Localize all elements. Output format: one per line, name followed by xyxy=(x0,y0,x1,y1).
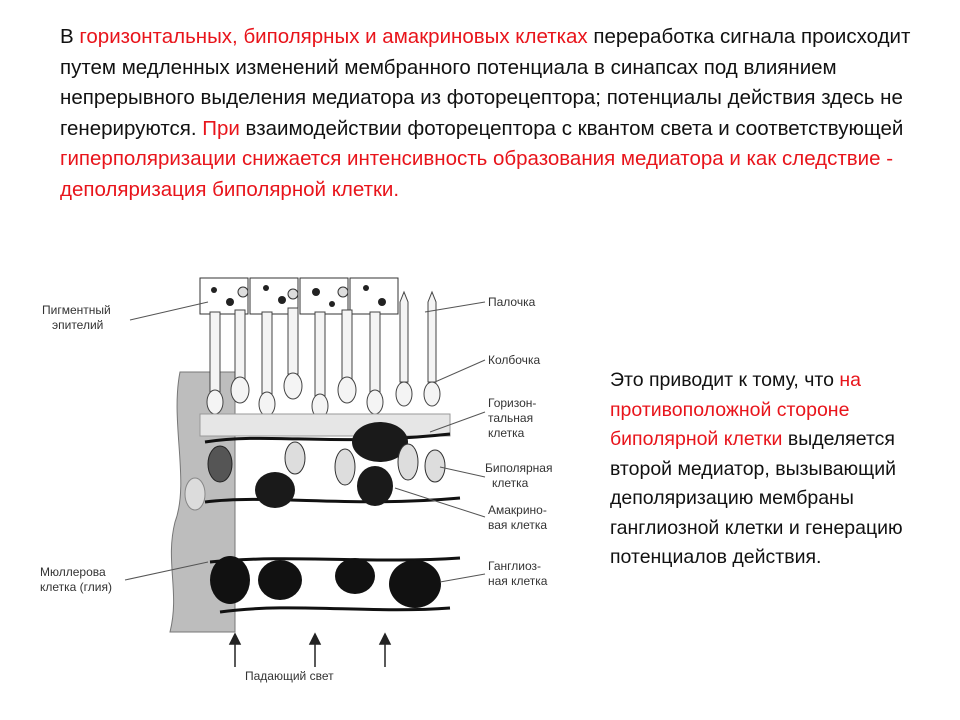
note-body: выделяется второй медиатор, вызывающий деполяризацию мембраны ганглиозной клетки и генерацию потенциалов действия. xyxy=(610,428,903,568)
light-arrows xyxy=(230,634,390,667)
label-bipolar-2: клетка xyxy=(492,476,529,490)
label-horizontal-2: тальная xyxy=(488,411,534,425)
retina-diagram-svg xyxy=(30,262,590,702)
label-ganglion-2: ная клетка xyxy=(488,574,548,588)
note-paragraph xyxy=(610,366,930,573)
intro-highlight-hyperpolarization: гиперполяризации снижается интенсивность образования медиатора и как следствие - деполяризация биполярной клетки. xyxy=(60,147,894,201)
label-ganglion-1: Ганглиоз- xyxy=(488,559,541,573)
label-muller-2: клетка (глия) xyxy=(40,580,112,594)
outer-plexiform-layer xyxy=(200,414,450,436)
label-amacrine-2: вая клетка xyxy=(488,518,548,532)
label-incident-light: Падающий свет xyxy=(245,669,334,683)
note-highlight: на противоположной стороне биполярной клетки xyxy=(610,369,861,450)
intro-highlight-cells: горизонтальных, биполярных и амакриновых клетках xyxy=(79,25,588,48)
label-muller-1: Мюллерова xyxy=(40,565,106,579)
label-rod: Палочка xyxy=(488,295,536,309)
label-horizontal-3: клетка xyxy=(488,426,525,440)
label-cone: Колбочка xyxy=(488,353,541,367)
intro-body-2: взаимодействии фоторецептора с квантом света и соответствующей xyxy=(239,116,904,140)
note-prefix: Это приводит к тому, что xyxy=(610,369,840,391)
label-pigment-2: эпителий xyxy=(52,318,104,332)
intro-body-1: переработка сигнала происходит путем медленных изменений мембранного потенциала в синапсах под влиянием непрерывного выделения медиатора из фоторецептора; потенциалы действия здесь не генерируются. xyxy=(60,25,911,140)
label-pigment-1: Пигментный xyxy=(42,303,111,317)
intro-prefix: В xyxy=(60,25,80,48)
bipolar-cells xyxy=(208,442,445,485)
label-bipolar-1: Биполярная xyxy=(485,461,553,475)
label-horizontal-1: Горизон- xyxy=(488,396,537,410)
ganglion-cells xyxy=(210,556,441,608)
label-amacrine-1: Амакрино- xyxy=(488,503,547,517)
retina-diagram xyxy=(30,262,590,702)
intro-paragraph xyxy=(60,22,920,205)
muller-nucleus xyxy=(185,478,205,510)
pigment-epithelium xyxy=(200,278,398,314)
intro-highlight-pri: При xyxy=(202,116,240,140)
